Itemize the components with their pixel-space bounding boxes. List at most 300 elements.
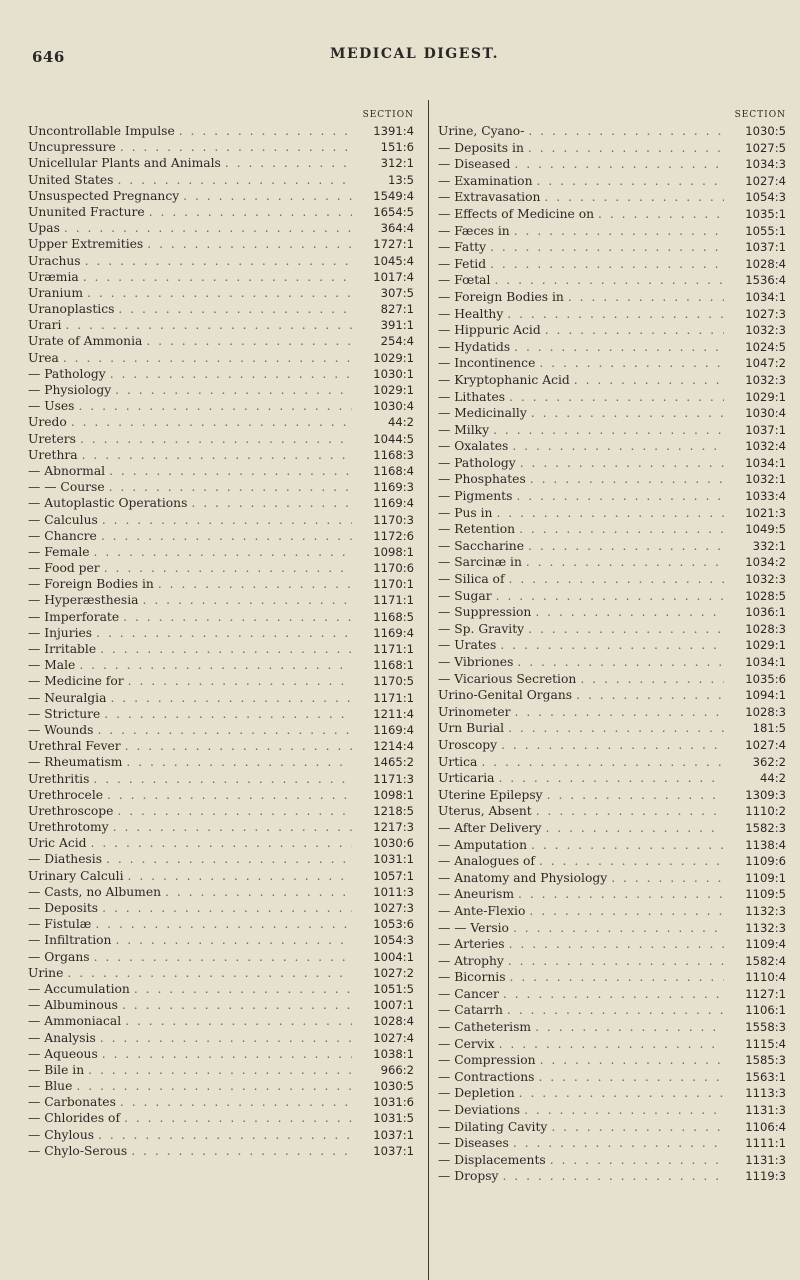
leader-dots — [90, 544, 352, 560]
index-entry — [438, 1168, 790, 1185]
index-term: — Diathesis — [28, 852, 103, 867]
index-entry — [28, 1078, 418, 1094]
index-term: Urinary Calculi — [28, 868, 124, 883]
section-column-heading — [438, 110, 790, 122]
index-entry — [438, 554, 790, 571]
index-entry — [28, 965, 418, 981]
section-reference: 1169:4 — [373, 496, 414, 511]
section-reference: 1034:1 — [745, 655, 786, 669]
leader-dots — [63, 965, 352, 981]
section-reference: 1057:1 — [373, 868, 414, 883]
section-label: SECTION — [362, 110, 414, 120]
section-reference: 1171:3 — [373, 771, 414, 786]
index-term: — Urates — [438, 638, 497, 653]
index-term: — Ammoniacal — [28, 1014, 122, 1029]
index-entry — [28, 1143, 418, 1159]
leader-dots — [116, 139, 352, 155]
leader-dots — [533, 173, 725, 190]
leader-dots — [145, 204, 352, 220]
index-term: Urethroscope — [28, 803, 114, 818]
section-reference: 1032:3 — [745, 372, 786, 387]
running-head: MEDICAL DIGEST. — [330, 46, 499, 62]
index-entry — [28, 1062, 418, 1078]
leader-dots — [113, 172, 352, 188]
index-term: Urachus — [28, 253, 81, 268]
index-term: — Fetid — [438, 256, 487, 271]
index-term: — Deposits — [28, 901, 99, 915]
leader-dots — [96, 641, 352, 657]
section-reference: 827:1 — [380, 302, 414, 317]
leader-dots — [142, 333, 352, 349]
leader-dots — [505, 936, 724, 953]
index-entry — [438, 339, 790, 356]
index-entry — [438, 372, 790, 389]
leader-dots — [93, 722, 352, 738]
leader-dots — [505, 389, 724, 406]
index-term: — Amputation — [438, 837, 528, 852]
section-reference: 1034:1 — [745, 455, 786, 470]
index-entry — [438, 820, 790, 837]
index-entry — [438, 654, 790, 671]
index-term: — Aneurism — [438, 887, 514, 902]
index-entry — [438, 969, 790, 986]
section-reference: 1131:3 — [745, 1103, 786, 1118]
leader-dots — [111, 932, 352, 948]
index-term: — Deposits in — [438, 140, 524, 155]
index-term: Urn Burial — [438, 721, 505, 736]
index-term: — Pathology — [28, 366, 106, 381]
index-entry — [438, 455, 790, 472]
index-entry — [438, 256, 790, 273]
section-reference: 151:6 — [380, 140, 414, 155]
index-entry — [28, 172, 418, 188]
leader-dots — [534, 1069, 724, 1086]
index-term: — Chylo-Serous — [28, 1143, 128, 1158]
index-entry — [28, 220, 418, 236]
index-term: Urate of Ammonia — [28, 334, 143, 349]
index-term: Upas — [28, 221, 60, 236]
index-term: Uredo — [28, 415, 67, 430]
index-term: — Uses — [28, 399, 75, 414]
leader-dots — [89, 771, 352, 787]
page-number: 646 — [32, 48, 65, 66]
leader-dots — [508, 438, 724, 455]
index-entry — [438, 1036, 790, 1053]
leader-dots — [522, 554, 724, 571]
section-reference: 1027:3 — [373, 901, 414, 915]
index-term: — Deviations — [438, 1103, 521, 1118]
index-term: — Medicine for — [28, 674, 124, 689]
index-term: — Infiltration — [28, 933, 112, 948]
section-reference: 1138:4 — [745, 837, 786, 852]
index-entry — [28, 916, 418, 932]
index-term: Urine, Cyano- — [438, 124, 525, 138]
leader-dots — [61, 317, 352, 333]
section-reference: 1034:2 — [745, 555, 786, 570]
index-term: United States — [28, 172, 114, 187]
leader-dots — [120, 1110, 352, 1126]
leader-dots — [143, 236, 352, 252]
index-entry — [438, 189, 790, 206]
leader-dots — [536, 1052, 724, 1069]
index-term: — Hippuric Acid — [438, 323, 541, 338]
index-entry-list — [438, 123, 790, 1185]
section-reference: 1051:5 — [373, 981, 414, 996]
section-reference: 1045:4 — [373, 253, 414, 268]
leader-dots — [67, 414, 352, 430]
index-entry — [28, 1030, 418, 1046]
leader-dots — [100, 706, 352, 722]
index-term: — After Delivery — [438, 820, 542, 835]
section-reference: 1035:1 — [745, 206, 786, 221]
section-reference: 1031:6 — [373, 1095, 414, 1110]
index-entry — [28, 285, 418, 301]
section-reference: 1029:1 — [745, 638, 786, 653]
leader-dots — [105, 463, 352, 479]
index-term: — Sp. Gravity — [438, 621, 525, 636]
index-term: — Diseases — [438, 1136, 509, 1151]
leader-dots — [535, 355, 724, 372]
leader-dots — [175, 123, 352, 139]
index-term: — Abnormal — [28, 463, 106, 478]
section-reference: 391:1 — [380, 318, 414, 333]
index-term: — Cancer — [438, 986, 499, 1001]
section-reference: 1582:3 — [745, 820, 786, 835]
section-reference: 1030:5 — [745, 124, 786, 138]
leader-dots — [81, 253, 352, 269]
index-entry — [28, 447, 418, 463]
section-reference: 1558:3 — [745, 1020, 786, 1035]
index-entry — [28, 851, 418, 867]
index-entry — [28, 253, 418, 269]
section-reference: 1027:3 — [745, 306, 786, 321]
index-entry — [438, 140, 790, 157]
index-entry — [28, 981, 418, 997]
index-column-left — [28, 110, 418, 1159]
index-entry — [28, 528, 418, 544]
index-entry — [28, 431, 418, 447]
index-entry — [28, 155, 418, 171]
index-term: — Hydatids — [438, 339, 511, 354]
index-entry — [28, 803, 418, 819]
section-reference: 1211:4 — [373, 706, 414, 721]
section-reference: 44:2 — [759, 771, 786, 786]
index-term: — Catarrh — [438, 1003, 503, 1018]
index-entry — [28, 333, 418, 349]
index-term: — Stricture — [28, 706, 101, 721]
index-entry — [438, 1019, 790, 1036]
index-entry — [28, 495, 418, 511]
section-reference: 1032:3 — [745, 572, 786, 587]
section-reference: 1027:2 — [373, 965, 414, 980]
leader-dots — [541, 322, 724, 339]
leader-dots — [79, 269, 352, 285]
leader-dots — [506, 969, 724, 986]
index-term: — Catheterism — [438, 1020, 532, 1035]
leader-dots — [84, 1062, 352, 1078]
index-entry — [438, 355, 790, 372]
index-entry — [28, 609, 418, 625]
index-entry — [438, 720, 790, 737]
index-entry — [438, 471, 790, 488]
index-term: — Arteries — [438, 937, 505, 952]
leader-dots — [75, 657, 352, 673]
section-reference: 1113:3 — [745, 1086, 786, 1101]
leader-dots — [531, 604, 724, 621]
leader-dots — [510, 223, 724, 240]
index-term: Uterine Epilepsy — [438, 787, 543, 802]
leader-dots — [541, 820, 724, 837]
index-entry — [438, 787, 790, 804]
section-reference: 1131:3 — [745, 1152, 786, 1167]
section-reference: 1563:1 — [745, 1069, 786, 1084]
leader-dots — [509, 1135, 724, 1152]
index-entry — [28, 366, 418, 382]
index-term: — Retention — [438, 522, 516, 537]
section-reference: 1034:1 — [745, 289, 786, 304]
index-entry — [438, 637, 790, 654]
index-term: — Chlorides of — [28, 1111, 121, 1126]
leader-dots — [504, 720, 724, 737]
index-entry — [438, 920, 790, 937]
leader-dots — [122, 754, 352, 770]
section-reference: 1027:5 — [745, 140, 786, 155]
index-term: — Blue — [28, 1079, 73, 1094]
index-entry — [28, 771, 418, 787]
leader-dots — [60, 220, 352, 236]
leader-dots — [526, 471, 724, 488]
index-entry — [28, 1094, 418, 1110]
section-reference: 1217:3 — [373, 820, 414, 835]
index-term: — Dropsy — [438, 1169, 499, 1184]
section-reference: 181:5 — [752, 721, 786, 736]
index-term: — Ante-Flexio — [438, 903, 526, 918]
leader-dots — [97, 528, 352, 544]
index-term: Uroscopy — [438, 737, 498, 752]
leader-dots — [106, 690, 352, 706]
index-entry-list — [28, 123, 418, 1159]
index-term: Ununited Fracture — [28, 204, 145, 219]
leader-dots — [127, 1143, 352, 1159]
leader-dots — [221, 155, 352, 171]
section-reference: 1028:3 — [745, 704, 786, 719]
index-entry — [28, 787, 418, 803]
leader-dots — [497, 737, 724, 754]
leader-dots — [492, 505, 724, 522]
leader-dots — [515, 521, 724, 538]
section-reference: 1119:3 — [745, 1169, 786, 1184]
section-reference: 364:4 — [380, 221, 414, 236]
index-entry — [438, 223, 790, 240]
column-divider — [428, 100, 429, 1280]
leader-dots — [124, 868, 352, 884]
section-reference: 1038:1 — [373, 1046, 414, 1061]
index-entry — [28, 690, 418, 706]
index-entry — [28, 1046, 418, 1062]
section-reference: 1109:4 — [745, 937, 786, 952]
section-reference: 1032:4 — [745, 439, 786, 454]
index-entry — [438, 886, 790, 903]
index-term: — Suppression — [438, 605, 532, 620]
index-term: — Bicornis — [438, 970, 506, 985]
section-reference: 1170:3 — [373, 512, 414, 527]
index-term: — Diseased — [438, 157, 511, 172]
leader-dots — [524, 538, 724, 555]
section-reference: 1035:6 — [745, 671, 786, 686]
section-reference: 44:2 — [387, 415, 414, 430]
section-reference: 1171:1 — [373, 690, 414, 705]
index-entry — [28, 350, 418, 366]
section-reference: 1037:1 — [373, 1127, 414, 1142]
index-term: — Foreign Bodies in — [438, 289, 564, 304]
index-term: — Female — [28, 544, 90, 559]
index-term: Uranium — [28, 285, 84, 300]
leader-dots — [570, 372, 724, 389]
index-entry — [438, 588, 790, 605]
section-reference: 332:1 — [752, 538, 786, 553]
section-reference: 1585:3 — [745, 1053, 786, 1068]
index-entry — [438, 521, 790, 538]
index-term: — Contractions — [438, 1069, 535, 1084]
index-term: — Effects of Medicine on — [438, 206, 595, 221]
index-term: — Irritable — [28, 642, 97, 656]
section-reference: 1037:1 — [745, 422, 786, 437]
index-entry — [438, 1119, 790, 1136]
index-term: Urethritis — [28, 771, 90, 786]
index-term: — Wounds — [28, 722, 94, 737]
leader-dots — [503, 1002, 724, 1019]
leader-dots — [114, 301, 352, 317]
leader-dots — [94, 1127, 352, 1143]
section-reference: 1110:2 — [745, 804, 786, 819]
leader-dots — [525, 903, 724, 920]
index-term: Urethra — [28, 447, 78, 462]
index-entry — [438, 754, 790, 771]
index-entry — [438, 306, 790, 323]
index-term: Uncontrollable Impulse — [28, 124, 175, 138]
section-reference: 966:2 — [380, 1062, 414, 1077]
index-entry — [28, 722, 418, 738]
index-entry — [28, 123, 418, 139]
index-term: — Organs — [28, 949, 90, 964]
index-term: — Phosphates — [438, 472, 526, 487]
section-reference: 1115:4 — [745, 1036, 786, 1051]
index-entry — [438, 1102, 790, 1119]
index-entry — [438, 289, 790, 306]
leader-dots — [98, 512, 352, 528]
index-entry — [438, 405, 790, 422]
section-reference: 1654:5 — [373, 204, 414, 219]
leader-dots — [524, 123, 724, 140]
index-term: — Fatty — [438, 240, 487, 255]
leader-dots — [564, 289, 724, 306]
leader-dots — [504, 953, 724, 970]
leader-dots — [102, 851, 352, 867]
leader-dots — [511, 704, 724, 721]
index-term: — Compression — [438, 1053, 536, 1068]
leader-dots — [503, 306, 724, 323]
index-term: — Foreign Bodies in — [28, 577, 154, 592]
section-reference: 1054:3 — [373, 933, 414, 948]
section-reference: 1309:3 — [745, 787, 786, 802]
section-reference: 1030:4 — [373, 399, 414, 414]
leader-dots — [505, 571, 724, 588]
index-term: — Pathology — [438, 455, 516, 470]
section-reference: 1037:1 — [373, 1143, 414, 1158]
index-entry — [28, 673, 418, 689]
section-column-heading — [28, 110, 418, 122]
index-term: — Neuralgia — [28, 690, 107, 705]
section-reference: 1030:4 — [745, 406, 786, 421]
section-reference: 1029:1 — [745, 389, 786, 404]
index-entry — [438, 322, 790, 339]
index-entry — [28, 382, 418, 398]
leader-dots — [78, 447, 352, 463]
index-term: — Fæces in — [438, 223, 510, 238]
section-reference: 1132:3 — [745, 903, 786, 918]
leader-dots — [139, 592, 353, 608]
index-term: Urea — [28, 350, 59, 365]
index-entry — [438, 571, 790, 588]
index-term: Urinometer — [438, 704, 511, 719]
index-term: Ureters — [28, 431, 76, 446]
leader-dots — [527, 405, 724, 422]
leader-dots — [113, 803, 352, 819]
leader-dots — [495, 1036, 724, 1053]
index-entry — [28, 900, 418, 916]
index-term: — Anatomy and Physiology — [438, 870, 608, 885]
leader-dots — [516, 455, 724, 472]
index-entry — [438, 737, 790, 754]
leader-dots — [96, 1030, 352, 1046]
index-entry — [438, 1085, 790, 1102]
index-term: — Medicinally — [438, 406, 527, 421]
index-term: Uræmia — [28, 269, 79, 284]
section-reference: 1031:1 — [373, 852, 414, 867]
index-term: — Sugar — [438, 588, 492, 603]
section-reference: 1029:1 — [373, 350, 414, 365]
leader-dots — [514, 886, 724, 903]
index-term: — Food per — [28, 561, 100, 576]
index-entry — [438, 704, 790, 721]
index-entry — [438, 853, 790, 870]
index-term: Uric Acid — [28, 836, 87, 851]
section-reference: 1169:4 — [373, 625, 414, 640]
index-term: — — Course — [28, 480, 105, 495]
leader-dots — [494, 770, 724, 787]
section-reference: 1582:4 — [745, 953, 786, 968]
index-term: Unicellular Plants and Animals — [28, 156, 221, 171]
section-reference: 1030:1 — [373, 366, 414, 381]
index-term: Uterus, Absent — [438, 804, 532, 819]
index-term: — Male — [28, 658, 76, 673]
index-term: Urethrocele — [28, 787, 104, 802]
leader-dots — [72, 1078, 352, 1094]
section-reference: 1170:1 — [373, 577, 414, 592]
leader-dots — [607, 870, 724, 887]
index-entry — [28, 1110, 418, 1126]
section-reference: 1465:2 — [373, 755, 414, 770]
section-reference: 1029:1 — [373, 383, 414, 397]
index-term: — Silica of — [438, 572, 505, 587]
section-reference: 1132:3 — [745, 920, 786, 935]
index-term: Unsuspected Pregnancy — [28, 188, 180, 203]
leader-dots — [509, 920, 724, 937]
leader-dots — [76, 431, 352, 447]
leader-dots — [524, 140, 724, 157]
section-reference: 1055:1 — [745, 223, 786, 238]
index-entry — [28, 657, 418, 673]
